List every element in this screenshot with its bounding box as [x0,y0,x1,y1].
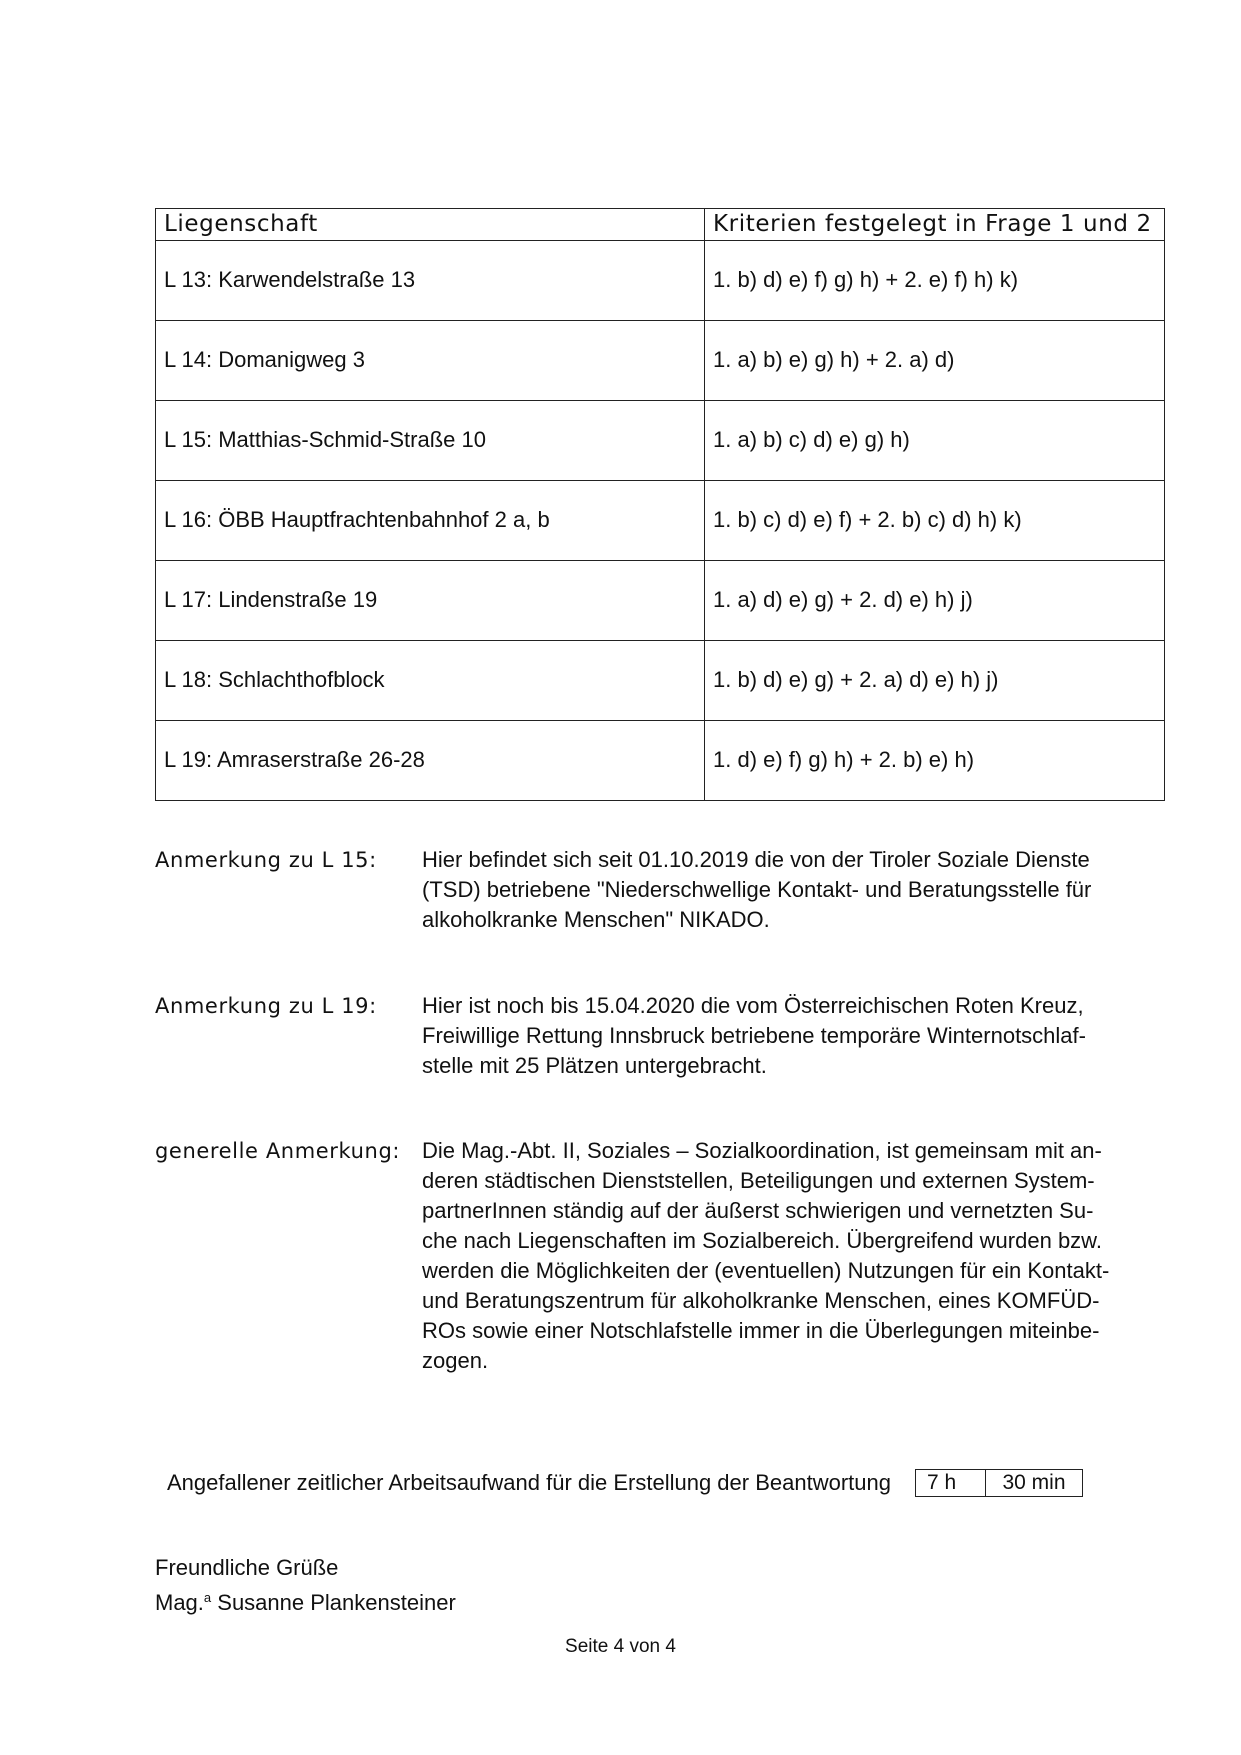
work-effort [167,1468,1083,1498]
criteria-cell: 1. b) d) e) f) g) h) + 2. e) f) h) k) [705,241,1165,321]
effort-label: Angefallener zeitlicher Arbeitsaufwand für die Erstellung der Beantwortung [167,1470,891,1495]
note-label: Anmerkung zu L 19: [155,994,377,1018]
property-cell: L 18: Schlachthofblock [156,641,705,721]
criteria-cell: 1. a) b) e) g) h) + 2. a) d) [705,321,1165,401]
property-cell: L 19: Amraserstraße 26-28 [156,721,705,801]
criteria-cell: 1. d) e) f) g) h) + 2. b) e) h) [705,721,1165,801]
table-row [156,561,1165,641]
note-text: Hier ist noch bis 15.04.2020 die vom Österreichischen Roten Kreuz, Freiwillige Rettung Innsbruck betriebene temporäre Winternotschlaf- stelle mit 25 Plätzen untergebracht. [422,993,1086,1078]
criteria-table [155,208,1165,801]
signatory-name: Susanne Plankensteiner [211,1590,456,1615]
table-row [156,641,1165,721]
note-label: Anmerkung zu L 15: [155,848,377,872]
note-label: generelle Anmerkung: [155,1139,401,1163]
table-row [156,401,1165,481]
header-criteria: Kriterien festgelegt in Frage 1 und 2 [705,209,1165,241]
effort-box [915,1469,1083,1497]
table-row [156,321,1165,401]
table-row [156,241,1165,321]
property-cell: L 13: Karwendelstraße 13 [156,241,705,321]
header-property: Liegenschaft [156,209,705,241]
table-row [156,481,1165,561]
criteria-cell: 1. a) b) c) d) e) g) h) [705,401,1165,481]
criteria-table-wrapper [155,208,1164,801]
table-row [156,721,1165,801]
signatory [155,1583,456,1618]
table-header-row [156,209,1165,241]
effort-minutes: 30 min [1002,1471,1066,1494]
property-cell: L 14: Domanigweg 3 [156,321,705,401]
page-number: Seite 4 von 4 [565,1636,676,1657]
signatory-title-suffix: a [203,1590,212,1605]
property-cell: L 16: ÖBB Hauptfrachtenbahnhof 2 a, b [156,481,705,561]
property-cell: L 17: Lindenstraße 19 [156,561,705,641]
criteria-cell: 1. b) c) d) e) f) + 2. b) c) d) h) k) [705,481,1165,561]
signatory-title: Mag. [155,1590,204,1615]
criteria-cell: 1. a) d) e) g) + 2. d) e) h) j) [705,561,1165,641]
property-cell: L 15: Matthias-Schmid-Straße 10 [156,401,705,481]
effort-hours: 7 h [916,1470,986,1496]
criteria-cell: 1. b) d) e) g) + 2. a) d) e) h) j) [705,641,1165,721]
note-text: Hier befindet sich seit 01.10.2019 die von der Tiroler Soziale Dienste (TSD) betriebene "Niederschwellige Kontakt- und Beratungsstelle für alkoholkranke Menschen" NIKADO. [422,847,1092,932]
note-text: Die Mag.-Abt. II, Soziales – Sozialkoordination, ist gemeinsam mit an- deren städtischen Dienststellen, Beteiligungen und externen System- partnerInnen ständig auf der äußerst schwierigen und vernetzten Su- che nach Liegenschaften im Sozialbereich. Übergreifend wurden bzw. werden die Möglichkeiten der (eventuellen) Nutzungen für ein Kontakt- und Beratungszentrum für alkoholkranke Menschen, eines KOMFÜD- ROs sowie einer Notschlafstelle immer in die Überlegungen miteinbe- zogen. [422,1138,1110,1373]
closing [155,1553,456,1618]
greeting: Freundliche Grüße [155,1555,339,1580]
